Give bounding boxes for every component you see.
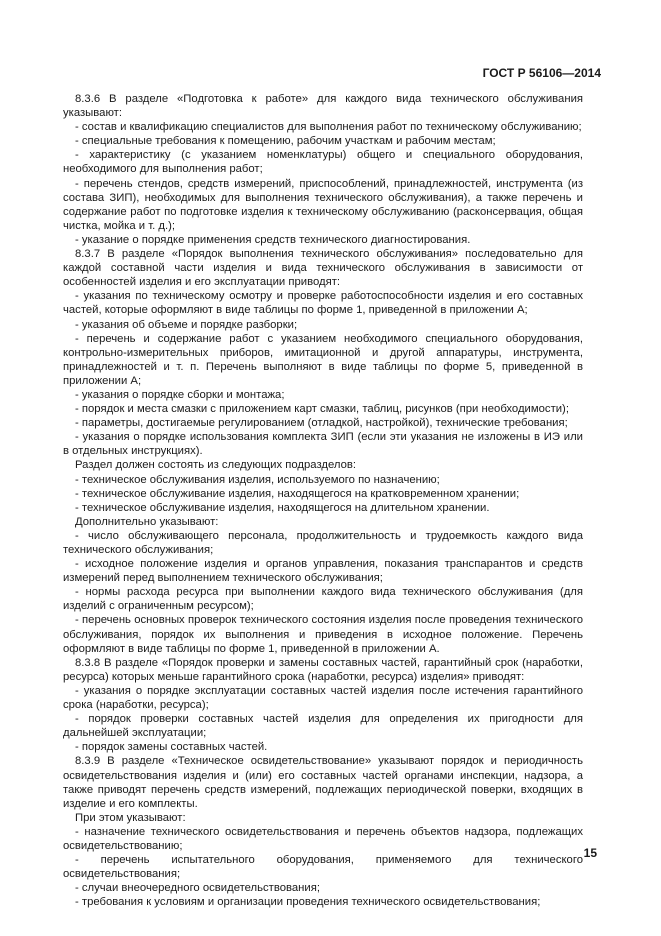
paragraph: - назначение технического освидетельствования и перечень объектов надзора, подлежащих освидетельствованию;: [63, 825, 583, 852]
paragraph: - порядок и места смазки с приложением карт смазки, таблиц, рисунков (при необходимости);: [75, 403, 569, 416]
paragraph: Раздел должен состоять из следующих подразделов:: [75, 459, 357, 472]
document-code-header: ГОСТ Р 56106—2014: [482, 66, 601, 80]
paragraph: - указание о порядке применения средств технического диагностирования.: [75, 233, 471, 246]
paragraph: - специальные требования к помещению, рабочим участкам и рабочим местам;: [75, 135, 496, 148]
paragraph: - случаи внеочередного освидетельствования;: [75, 882, 320, 895]
paragraph: 8.3.6 В разделе «Подготовка к работе» для каждого вида технического обслуживания указывают:: [63, 93, 583, 120]
paragraph: При этом указывают:: [75, 811, 186, 824]
paragraph: - техническое обслуживание изделия, находящегося на кратковременном хранении;: [75, 487, 520, 500]
paragraph: 8.3.8 В разделе «Порядок проверки и замены составных частей, гарантийный срок (наработки, ресурса) которых меньше гарантийного срока (наработки, ресурса) изделия» приводят:: [63, 656, 583, 683]
paragraph: - перечень испытательного оборудования, применяемого для технического освидетельствования;: [63, 854, 583, 881]
paragraph: - техническое обслуживания изделия, используемого по назначению;: [75, 473, 440, 486]
paragraph: - указания о порядке сборки и монтажа;: [75, 388, 285, 401]
paragraph: - указания о порядке эксплуатации составных частей изделия после истечения гарантийного срока (наработки, ресурса);: [63, 684, 583, 712]
paragraph: - параметры, достигаемые регулированием (отладкой, настройкой), технические требования;: [75, 417, 568, 430]
paragraph: - состав и квалификацию специалистов для выполнения работ по техническому обслуживанию;: [75, 121, 582, 134]
paragraph: - перечень основных проверок технического состояния изделия после проведения технического обслуживания, порядок их выполнения и приведения в исходное положение. Перечень оформляют в виде таблицы по форме 1, приведенной в приложении А.: [63, 614, 583, 655]
paragraph: - нормы расхода ресурса при выполнении каждого вида технического обслуживания (для изделий с ограниченным ресурсом);: [63, 586, 583, 613]
paragraph: 8.3.9 В разделе «Техническое освидетельствование» указывают порядок и периодичность освидетельствования изделия и (или) его составных частей органами инспекции, надзора, а также приводят перечень средств измерений, подлежащих периодической поверки, входящих в изделие и его комплекты.: [63, 755, 583, 810]
paragraph: - порядок замены составных частей.: [75, 741, 268, 754]
page-number: 15: [583, 846, 597, 860]
paragraph: - указания об объеме и порядке разборки;: [75, 318, 298, 331]
paragraph: - перечень и содержание работ с указанием необходимого специального оборудования, контрольно-измерительных приборов, имитационной и другой аппаратуры, инструмента, принадлежностей и т. п. Перечень выполняют в виде таблицы по форме 5, приведенной в приложении А;: [63, 332, 583, 387]
paragraph: - характеристику (с указанием номенклатуры) общего и специального оборудования, необходимого для выполнения работ;: [63, 149, 583, 176]
paragraph: - порядок проверки составных частей изделия для определения их пригодности для дальнейшей эксплуатации;: [63, 713, 583, 740]
paragraph: - исходное положение изделия и органов управления, показания транспарантов и средств измерений перед выполнением технического обслуживания;: [63, 558, 583, 585]
paragraph: - число обслуживающего персонала, продолжительность и трудоемкость каждого вида технического обслуживания;: [63, 529, 583, 556]
paragraph: - указания о порядке использования комплекта ЗИП (если эти указания не изложены в ИЭ или в отдельных инструкциях).: [63, 431, 583, 458]
document-body: [63, 92, 583, 909]
paragraph: 8.3.7 В разделе «Порядок выполнения технического обслуживания» последовательно для каждой составной части изделия и вида технического обслуживания в зависимости от особенностей изделия и его эксплуатации приводят:: [63, 248, 583, 289]
paragraph: Дополнительно указывают:: [75, 515, 219, 528]
paragraph: - техническое обслуживание изделия, находящегося на длительном хранении.: [75, 501, 490, 514]
paragraph: - перечень стендов, средств измерений, приспособлений, принадлежностей, инструмента (из состава ЗИП), необходимых для выполнения технического обслуживания), а также перечень и содержание работ по подготовке изделия к техническому обслуживанию (расконсервация, общая чистка, мойка и т. д.);: [63, 177, 583, 232]
paragraph: - указания по техническому осмотру и проверке работоспособности изделия и его составных частей, которые оформляют в виде таблицы по форме 1, приведенной в приложении А;: [63, 290, 583, 317]
paragraph: - требования к условиям и организации проведения технического освидетельствования;: [75, 896, 541, 909]
